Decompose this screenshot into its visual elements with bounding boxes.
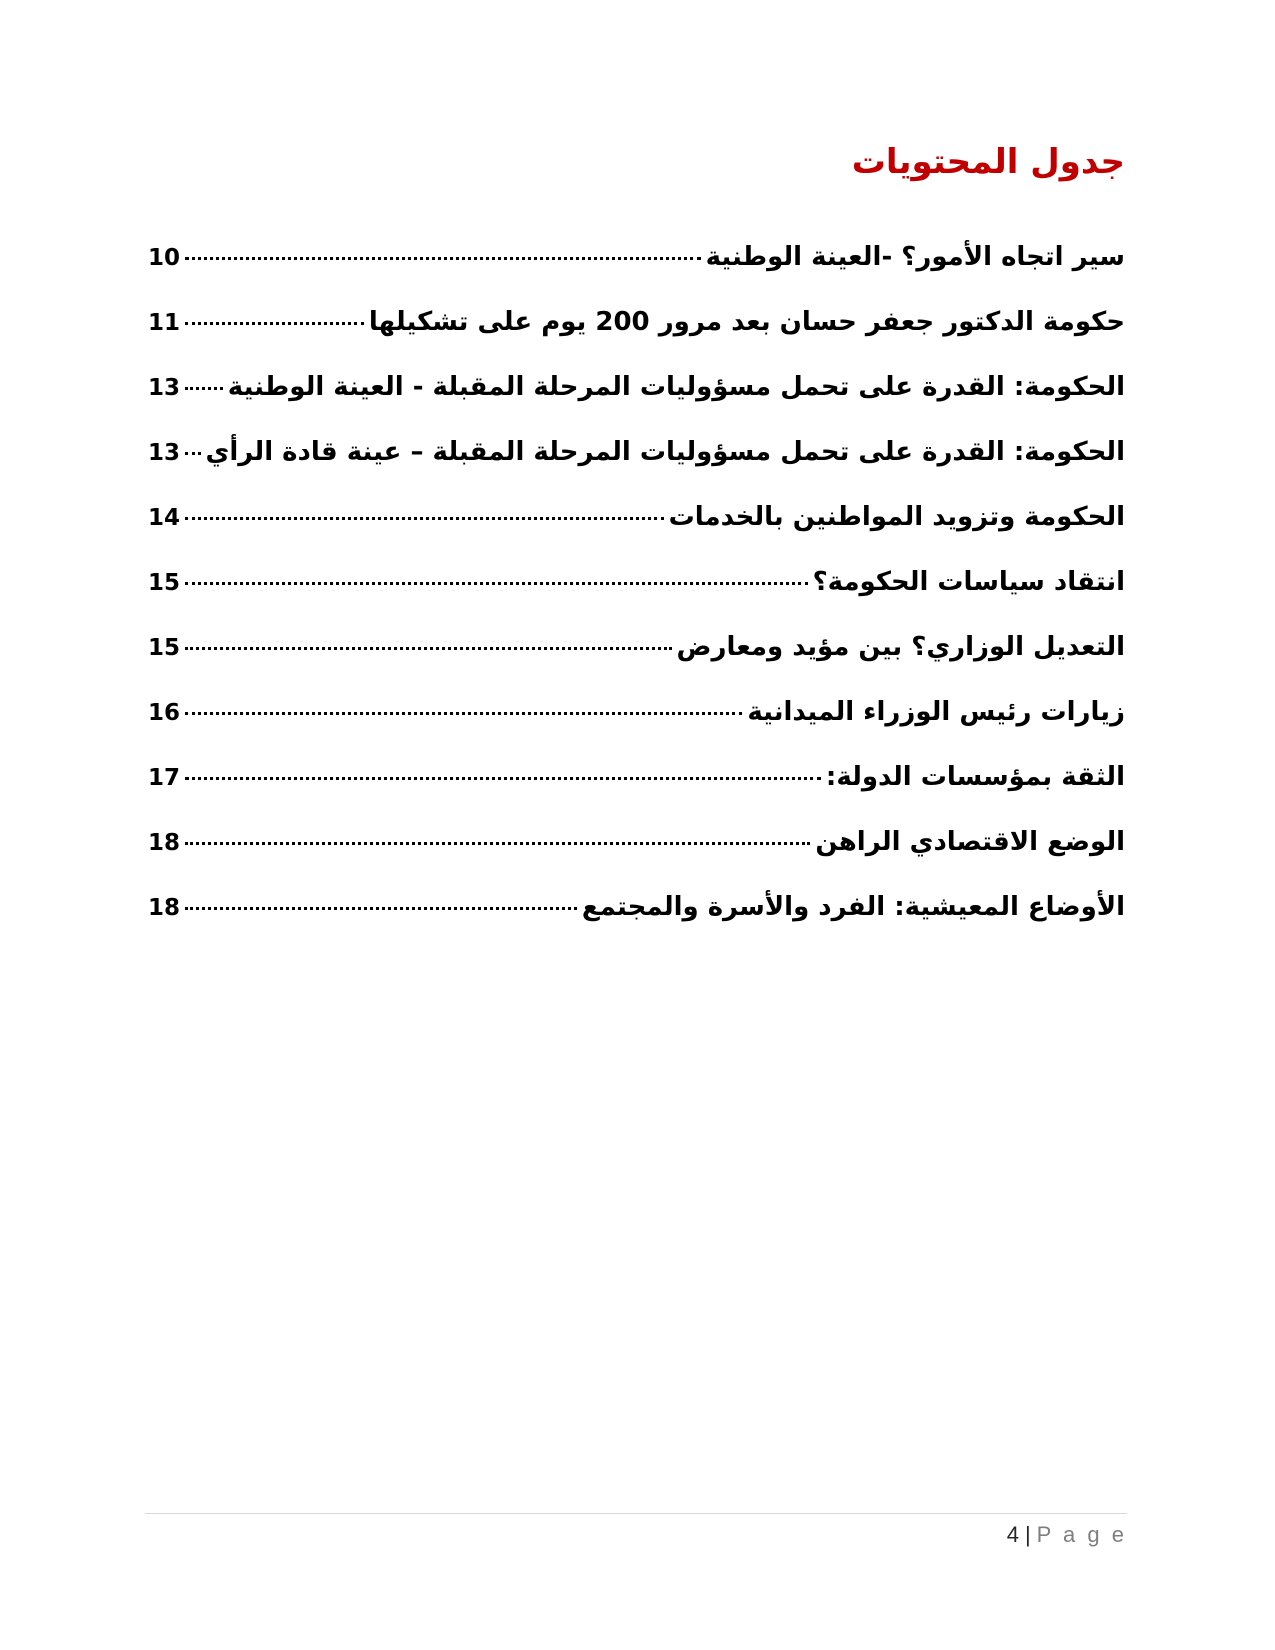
dot-leader xyxy=(185,582,808,585)
dot-leader xyxy=(185,452,201,455)
footer-separator: | xyxy=(1024,1522,1031,1547)
toc-entry-label[interactable]: الحكومة: القدرة على تحمل مسؤوليات المرحلة المقبلة - العينة الوطنية xyxy=(227,372,1125,403)
toc-entry-label[interactable]: انتقاد سياسات الحكومة؟ xyxy=(812,567,1125,598)
toc-entry-page[interactable]: 11 xyxy=(148,310,181,337)
page-footer xyxy=(145,1513,1127,1548)
toc-entry-page[interactable]: 17 xyxy=(148,765,181,792)
toc-entry-page[interactable]: 14 xyxy=(148,505,181,532)
toc-section xyxy=(148,140,1125,957)
dot-leader xyxy=(185,257,701,260)
toc-entry-label[interactable]: الوضع الاقتصادي الراهن xyxy=(815,827,1125,858)
dot-leader xyxy=(185,647,671,650)
toc-entry-page[interactable]: 18 xyxy=(148,895,181,922)
toc-entry[interactable] xyxy=(148,307,1125,345)
toc-entry-label[interactable]: سير اتجاه الأمور؟ -العينة الوطنية xyxy=(705,242,1125,273)
footer-page-number: 4 xyxy=(1006,1522,1019,1547)
dot-leader xyxy=(185,842,810,845)
dot-leader xyxy=(185,517,664,520)
toc-entry-page[interactable]: 13 xyxy=(148,375,181,402)
toc-entry-label[interactable]: الأوضاع المعيشية: الفرد والأسرة والمجتمع xyxy=(581,892,1125,923)
toc-entry-page[interactable]: 15 xyxy=(148,635,181,662)
dot-leader xyxy=(185,712,742,715)
toc-entry-page[interactable]: 18 xyxy=(148,830,181,857)
dot-leader xyxy=(185,777,821,780)
toc-entry[interactable] xyxy=(148,892,1125,930)
toc-entry[interactable] xyxy=(148,762,1125,800)
toc-entry-label[interactable]: حكومة الدكتور جعفر حسان بعد مرور 200 يوم على تشكيلها xyxy=(368,307,1125,338)
toc-entry-label[interactable]: الحكومة: القدرة على تحمل مسؤوليات المرحلة المقبلة – عينة قادة الرأي xyxy=(205,437,1125,468)
toc-entry-page[interactable]: 10 xyxy=(148,245,181,272)
toc-entry[interactable] xyxy=(148,632,1125,670)
page-title: جدول المحتويات xyxy=(851,142,1125,182)
toc-entry-label[interactable]: الثقة بمؤسسات الدولة: xyxy=(825,762,1125,793)
toc-entry[interactable] xyxy=(148,697,1125,735)
toc-entry[interactable] xyxy=(148,372,1125,410)
toc-entry[interactable] xyxy=(148,437,1125,475)
toc-entry[interactable] xyxy=(148,242,1125,280)
toc-entry[interactable] xyxy=(148,502,1125,540)
toc-entry[interactable] xyxy=(148,567,1125,605)
footer-page-label: P a g e xyxy=(1036,1522,1127,1547)
dot-leader xyxy=(185,907,577,910)
toc-entry-label[interactable]: الحكومة وتزويد المواطنين بالخدمات xyxy=(668,502,1125,533)
toc-entry-page[interactable]: 15 xyxy=(148,570,181,597)
toc-entry-page[interactable]: 16 xyxy=(148,700,181,727)
dot-leader xyxy=(185,322,364,325)
toc-entry-page[interactable]: 13 xyxy=(148,440,181,467)
toc-entry-label[interactable]: التعديل الوزاري؟ بين مؤيد ومعارض xyxy=(676,632,1125,663)
dot-leader xyxy=(185,387,223,390)
table-of-contents xyxy=(148,242,1125,930)
toc-entry-label[interactable]: زيارات رئيس الوزراء الميدانية xyxy=(747,697,1125,728)
toc-entry[interactable] xyxy=(148,827,1125,865)
